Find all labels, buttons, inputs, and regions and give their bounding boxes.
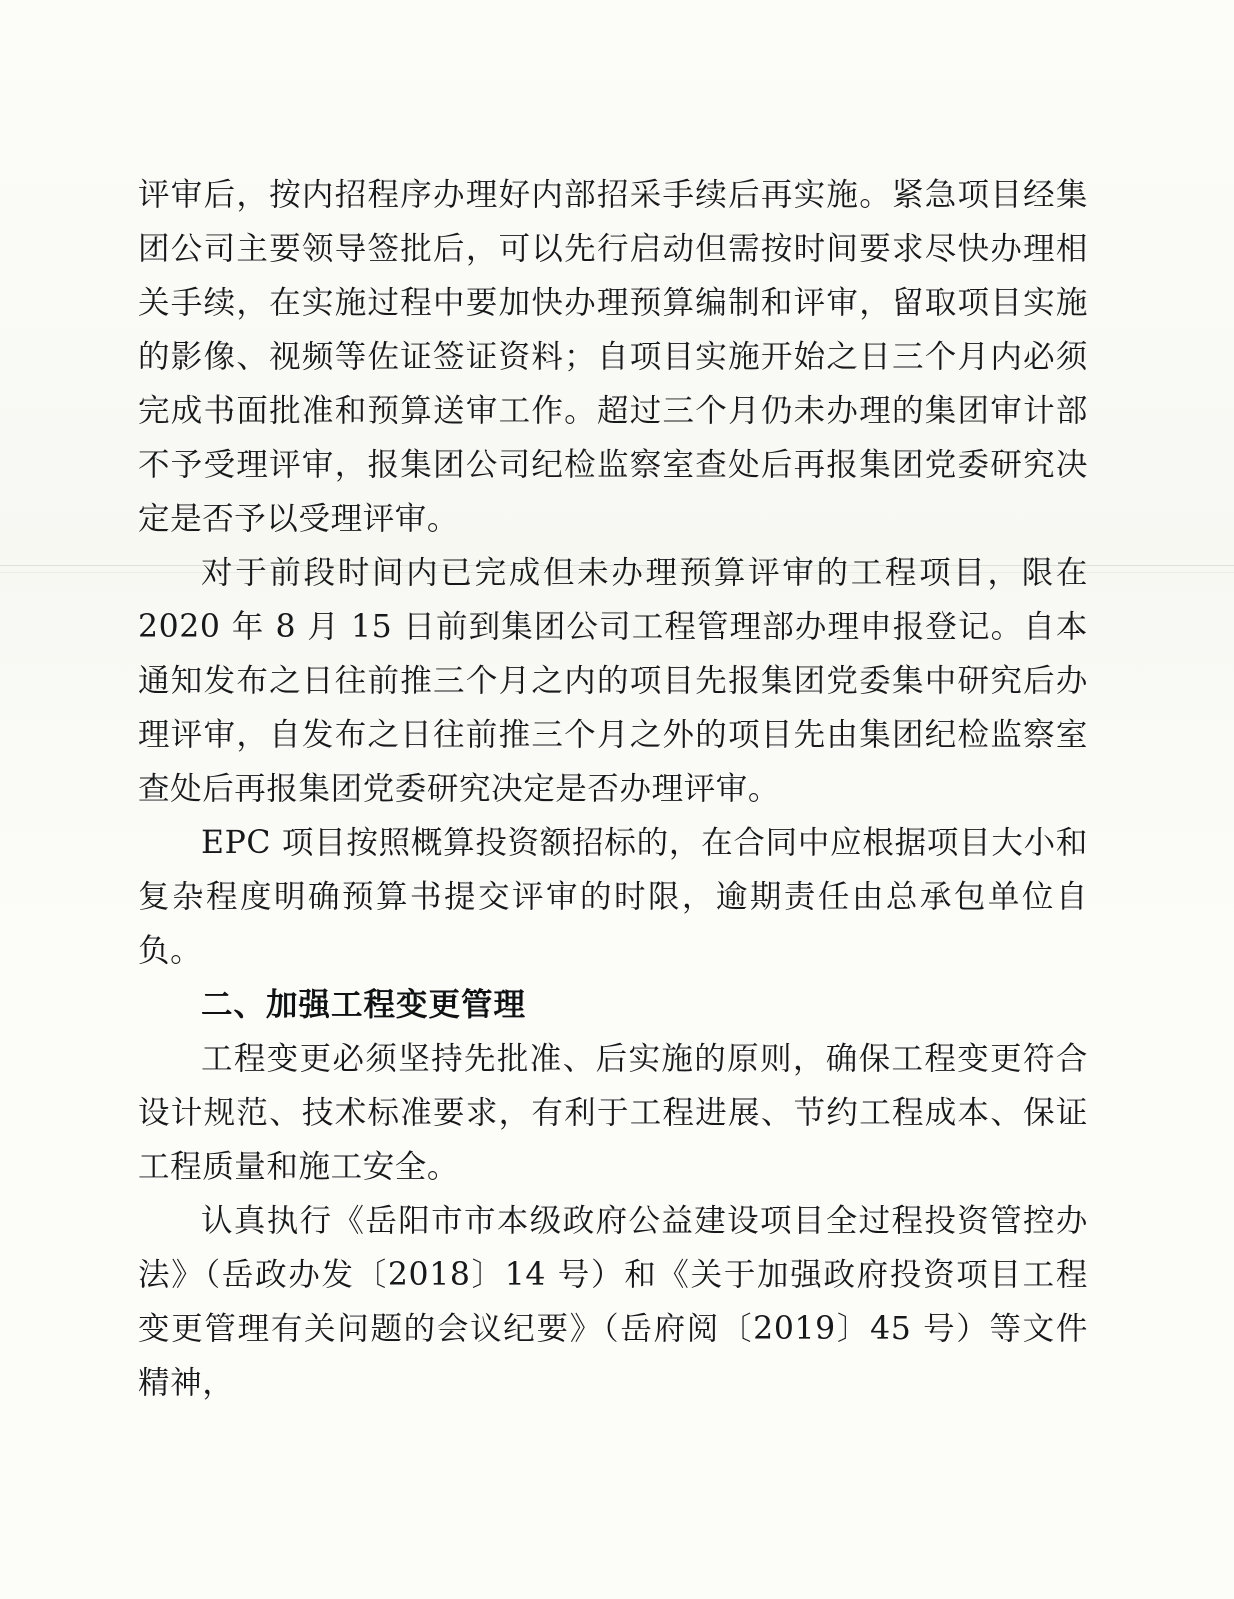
paragraph-1: 评审后，按内招程序办理好内部招采手续后再实施。紧急项目经集团公司主要领导签批后，可以先行启动但需按时间要求尽快办理相关手续，在实施过程中要加快办理预算编制和评审，留取项目实施的影像、视频等佐证签证资料；自项目实施开始之日三个月内必须完成书面批准和预算送审工作。超过三个月仍未办理的集团审计部不予受理评审，报集团公司纪检监察室查处后再报集团党委研究决定是否予以受理评审。	[138, 177, 1088, 537]
paragraph-4: 工程变更必须坚持先批准、后实施的原则，确保工程变更符合设计规范、技术标准要求，有利于工程进展、节约工程成本、保证工程质量和施工安全。	[138, 1041, 1088, 1185]
paragraph-2: 对于前段时间内已完成但未办理预算评审的工程项目，限在 2020 年 8 月 15 日前到集团公司工程管理部办理申报登记。自本通知发布之日往前推三个月之内的项目先报集团党委集中研究后办理评审，自发布之日往前推三个月之外的项目先由集团纪检监察室查处后再报集团党委研究决定是否办理评审。	[138, 555, 1088, 807]
paragraph-5: 认真执行《岳阳市市本级政府公益建设项目全过程投资管控办法》（岳政办发〔2018〕14 号）和《关于加强政府投资项目工程变更管理有关问题的会议纪要》（岳府阅〔2019〕45 号）等文件精神，	[138, 1203, 1088, 1401]
paragraph-3: EPC 项目按照概算投资额招标的，在合同中应根据项目大小和复杂程度明确预算书提交评审的时限，逾期责任由总承包单位自负。	[138, 825, 1088, 969]
section-heading-2: 二、加强工程变更管理	[201, 987, 527, 1023]
document-text-body	[138, 168, 1088, 1410]
